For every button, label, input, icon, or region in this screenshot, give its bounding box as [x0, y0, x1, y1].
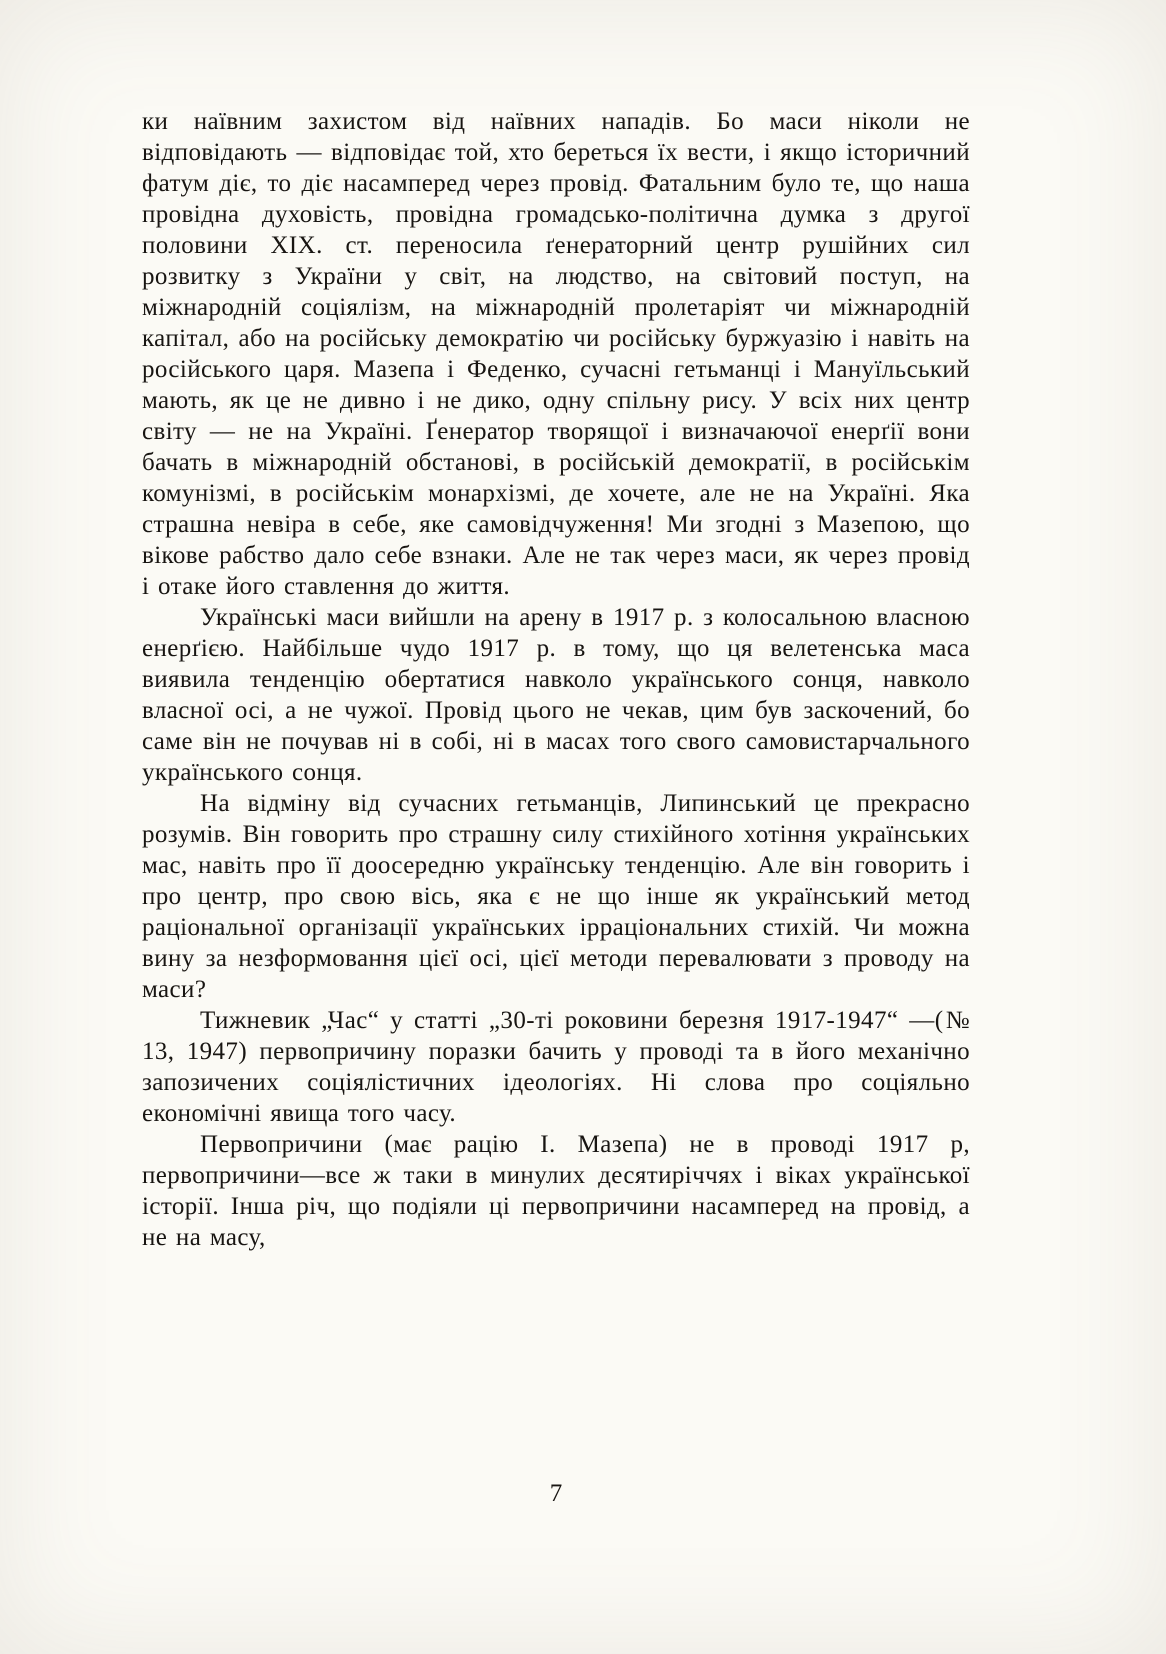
paragraph: Українські маси вийшли на арену в 1917 р. з колосальною власною енерґією. Найбільше чудо 1917 р. в тому, що ця велетенська маса виявила тенденцію обертатися навколо українського сонця, навколо власної осі, а не чужої. Провід цього не чекав, цим був заскочений, бо саме він не почував ні в собі, ні в масах того свого самовистарчального українського сонця.	[142, 604, 970, 786]
paragraph: ки наївним захистом від наївних нападів. Бо маси ніколи не відповідають — відповідає той, хто береться їх вести, і якщо історичний фатум діє, то діє насамперед через провід. Фатальним було те, що наша провідна духовість, провідна громадсько-політична думка з другої половини XIX. ст. переносила ґенераторний центр рушійних сил розвитку з України у світ, на людство, на світовий поступ, на міжнародній соціялізм, на міжнародній пролетаріят чи міжнародній капітал, або на російську демократію чи російську буржуазію і навіть на російського царя. Мазепа і Феденко, сучасні гетьманці і Мануїльський мають, як це не дивно і не дико, одну спільну рису. У всіх них центр світу — не на Україні. Ґенератор творящої і визначаючої енерґії вони бачать в міжнародній обстанові, в російській демократії, в російськім комунізмі, в російськім монархізмі, де хочете, але не на Україні. Яка страшна невіра в себе, яке самовідчуження! Ми згодні з Мазепою, що вікове рабство дало себе взнаки. Але не так через маси, як через провід і отаке його ставлення до життя.	[142, 108, 970, 600]
paragraph: На відміну від сучасних гетьманців, Липинський це прекрасно розумів. Він говорить про страшну силу стихійного хотіння українських мас, навіть про її доосередню українську тенденцію. Але він говорить і про центр, про свою вісь, яка є не що інше як український метод раціональної організації українських ірраціональних стихій. Чи можна вину за незформовання цієї осі, цієї методи перевалювати з проводу на маси?	[142, 790, 970, 1003]
paragraph: Первопричини (має рацію І. Мазепа) не в проводі 1917 р, первопричини—все ж таки в минулих десятиріччях і віках української історії. Інша річ, що подіяли ці первопричини насамперед на провід, а не на масу,	[142, 1131, 970, 1251]
page-number: 7	[549, 1480, 563, 1507]
paragraph: Тижневик „Час“ у статті „30-ті роковини березня 1917-1947“ —(№ 13, 1947) первопричину поразки бачить у проводі та в його механічно запозичених соціялістичних ідеологіях. Ні слова про соціяльно економічні явища того часу.	[142, 1007, 970, 1127]
page-text	[142, 106, 970, 1253]
